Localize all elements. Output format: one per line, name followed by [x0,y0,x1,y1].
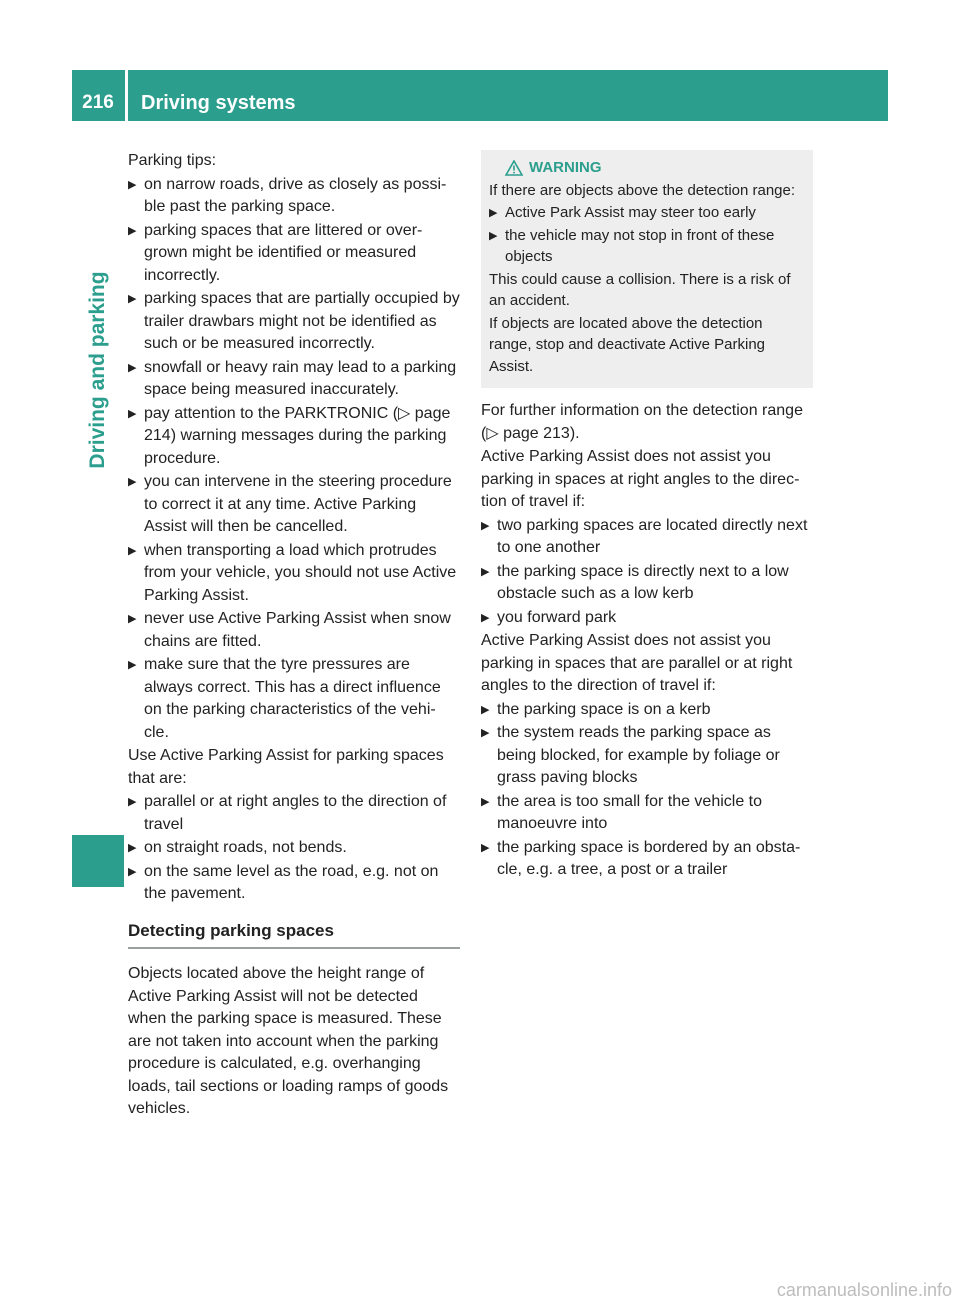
warning-label: WARNING [529,159,602,176]
list-item: ▶ parking spaces that are partially occupied by trailer drawbars might not be identified as such or be measured incorrectly. [128,290,460,352]
use-list [128,791,460,906]
bullet-icon: ▶ [489,207,498,219]
bullet-icon: ▶ [128,476,137,488]
bullet-icon: ▶ [128,407,137,420]
list-item: ▶ snowfall or heavy rain may lead to a parking space being measured inaccurately. [128,358,457,398]
bullet-icon: ▶ [128,842,137,854]
warning-intro: If there are objects above the detection range: [489,181,796,199]
list-item: ▶ on straight roads, not bends. [128,837,460,860]
list-item: ▶ the area is too small for the vehicle to manoeuvre into [481,792,763,832]
bullet-icon: ▶ [481,565,490,578]
warning-action: If objects are located above the detection range, stop and deactivate Active Parking Assist. [489,314,766,375]
list-item: ▶ on narrow roads, drive as closely as possi-ble past the parking space. [128,175,447,215]
bullet-icon: ▶ [489,229,498,242]
list-item: ▶ the parking space is directly next to a low obstacle such as a low kerb [481,562,789,602]
list-item: ▶ parking spaces that are littered or over-grown might be identified or measured incorrectly. [128,221,423,284]
list-item: ▶ make sure that the tyre pressures are always correct. This has a direct influence on the parking characteristics of the vehi-cle. [128,656,441,741]
bullet-icon: ▶ [128,293,137,305]
list-item: ▶ parallel or at right angles to the direction of travel [128,793,447,833]
parking-tips-list [128,174,460,745]
list-item: ▶ the parking space is on a kerb [481,699,813,722]
bullet-icon: ▶ [481,795,490,808]
bullet-icon: ▶ [481,611,490,624]
right-angle-list [481,515,813,630]
bullet-icon: ▶ [128,613,137,625]
further-info: For further information on the detection range (▷ page 213). [481,402,803,442]
right-column [481,150,813,883]
bullet-icon: ▶ [128,865,137,878]
section-title: Driving systems [141,92,296,114]
page-number: 216 [82,92,114,113]
chapter-marker [72,835,124,887]
warning-triangle-icon [505,160,523,176]
bullet-icon: ▶ [128,361,137,374]
list-item: ▶ two parking spaces are located directly next to one another [481,516,808,556]
parking-tips-intro: Parking tips: [128,152,217,169]
header-divider [125,70,128,121]
right-angles-intro: Active Parking Assist does not assist you parking in spaces at right angles to the direc-tion of travel if: [481,448,800,510]
bullet-icon: ▶ [128,224,137,237]
subheading: Detecting parking spaces [128,920,460,950]
parallel-intro: Active Parking Assist does not assist you parking in spaces that are parallel or at right angles to the direction of travel if: [481,632,793,694]
warning-risk: This could cause a collision. There is a risk of an accident. [489,270,791,309]
bullet-icon: ▶ [481,519,490,532]
list-item: ▶ the parking space is bordered by an obsta-cle, e.g. a tree, a post or a trailer [481,838,801,878]
list-item: ▶ Active Park Assist may steer too early [489,202,805,224]
bullet-icon: ▶ [481,703,490,716]
list-item: ▶ the vehicle may not stop in front of these objects [489,226,775,265]
warning-list [489,202,805,268]
list-item: ▶ on the same level as the road, e.g. not on the pavement. [128,862,439,902]
use-intro: Use Active Parking Assist for parking spaces that are: [128,747,444,787]
bullet-icon: ▶ [128,796,137,808]
bullet-icon: ▶ [128,178,137,191]
list-item: ▶ the system reads the parking space as being blocked, for example by foliage or grass paving blocks [481,724,780,786]
parallel-list [481,699,813,882]
chapter-side-title: Driving and parking [86,271,109,469]
left-column [128,150,460,1122]
detect-paragraph: Objects located above the height range of Active Parking Assist will not be detected when the parking space is measured. These are not taken into account when the parking procedure is calculated, e.g. overhanging loads, tail sections or loading ramps of goods vehicles. [128,965,449,1117]
bullet-icon: ▶ [481,727,490,739]
warning-box [481,150,813,388]
list-item: ▶ when transporting a load which protrudes from your vehicle, you should not use Active Parking Assist. [128,541,457,604]
bullet-icon: ▶ [481,841,490,854]
bullet-icon: ▶ [128,659,137,671]
list-item: ▶ you forward park [481,607,813,630]
bullet-icon: ▶ [128,544,137,557]
list-item: ▶ never use Active Parking Assist when snow chains are fitted. [128,610,451,650]
watermark: carmanualsonline.info [776,1280,952,1300]
warning-header [489,157,805,180]
list-item: ▶ you can intervene in the steering procedure to correct it at any time. Active Parking Assist will then be cancelled. [128,473,452,535]
list-item: ▶ pay attention to the PARKTRONIC (▷ page 214) warning messages during the parking procedure. [128,404,451,467]
